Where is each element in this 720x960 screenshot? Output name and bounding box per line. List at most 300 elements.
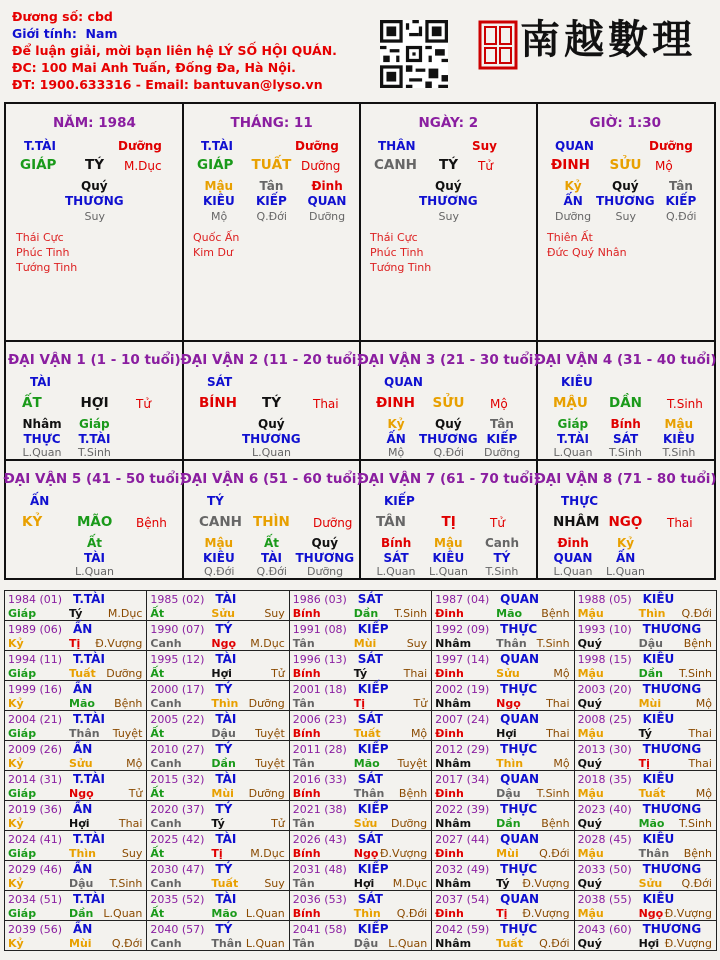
annual-cell (5, 891, 147, 921)
annual-stage: Q.Đới (681, 607, 712, 620)
dai-van-cell (6, 342, 184, 461)
dai-van-cell (180, 342, 363, 461)
annual-stage: Mộ (553, 757, 570, 770)
annual-stem: Đinh (435, 667, 464, 680)
annual-god: T.TÀI (73, 892, 105, 906)
annual-stem: Tân (292, 937, 315, 950)
annual-cell (575, 591, 717, 621)
special-star: Thái Cực (16, 231, 64, 244)
annual-god: TÝ (215, 922, 233, 936)
dai-van-title: ĐẠI VẬN 7 (61 - 70 tuổi) (357, 471, 540, 487)
annual-year: 2036 (53) (292, 893, 347, 906)
annual-god: SÁT (357, 712, 383, 726)
address-line: ĐC: 100 Mai Anh Tuấn, Đống Đa, Hà Nội. (12, 60, 296, 75)
annual-stem: Mậu (577, 667, 604, 680)
dai-van-stage: Thai (313, 397, 339, 411)
special-star: Thiên Ất (547, 231, 593, 244)
annual-branch: Mùi (69, 937, 92, 950)
annual-stage: Bệnh (683, 847, 712, 860)
dai-van-hidden-stage: L.Quan (553, 446, 593, 459)
annual-branch: Thân (69, 727, 100, 740)
qr-code-icon (380, 20, 448, 88)
annual-stage: Thai (688, 757, 712, 770)
annual-cell (290, 921, 432, 951)
annual-branch: Ngọ (638, 907, 664, 920)
annual-god: TÝ (215, 622, 233, 636)
dai-van-hidden-god: SÁT (383, 551, 409, 565)
annual-stage: Bệnh (541, 607, 570, 620)
dai-van-hidden-stage: Dưỡng (307, 565, 344, 578)
annual-row (5, 921, 717, 951)
dai-van-stem: NHÂM (553, 514, 600, 530)
hidden-god: THƯƠNG (65, 194, 124, 208)
annual-branch: Tuất (211, 877, 239, 890)
pillar-branch: TÝ (439, 157, 458, 173)
dai-van-branch: TÝ (262, 395, 281, 411)
pillar-stem: GIÁP (20, 157, 57, 173)
annual-year: 2006 (23) (292, 713, 347, 726)
annual-year: 2003 (20) (577, 683, 632, 696)
hidden-stem: Đinh (311, 179, 343, 193)
dai-van-hidden-god: THƯƠNG (295, 551, 355, 565)
dai-van-hidden-stage: Q.Đới (256, 565, 287, 578)
annual-stem: Mậu (577, 847, 604, 860)
annual-cell (290, 651, 432, 681)
annual-branch: Dần (496, 817, 521, 830)
dai-van-title: ĐẠI VẬN 6 (51 - 60 tuổi) (180, 471, 363, 487)
annual-god: KIẾP (357, 922, 389, 936)
dai-van-hidden-god: TÀI (261, 551, 283, 565)
annual-year: 1992 (09) (435, 623, 490, 636)
annual-stage: Tuyệt (112, 727, 143, 740)
annual-branch: Tị (353, 697, 366, 710)
annual-year: 1991 (08) (292, 623, 347, 636)
dai-van-stage: Mộ (490, 397, 508, 411)
annual-stem: Bính (292, 847, 321, 860)
red-seal-icon (478, 12, 518, 76)
annual-stage: Tử (413, 697, 428, 710)
dai-van-hidden-stem: Nhâm (22, 417, 62, 431)
annual-branch: Tị (211, 847, 223, 860)
contact-line: Để luận giải, mời bạn liên hệ LÝ SỐ HỘI QUÁN. (12, 43, 337, 58)
annual-stage: T.Sinh (536, 637, 570, 650)
special-star: Đức Quý Nhân (547, 246, 627, 259)
dai-van-hidden-stage: Q.Đới (204, 565, 235, 578)
annual-row (5, 771, 717, 801)
annual-stage: M.Dục (250, 847, 285, 860)
annual-stem: Nhâm (435, 757, 472, 770)
annual-cell (575, 921, 717, 951)
hidden-god: KIÊU (203, 194, 235, 208)
annual-stage: M.Dục (107, 607, 143, 620)
hidden-stem: Tân (259, 179, 284, 193)
annual-cell (290, 891, 432, 921)
dai-van-branch: HỢI (80, 395, 109, 411)
annual-stem: Mậu (577, 727, 604, 740)
annual-branch: Tý (638, 727, 652, 740)
annual-cell (147, 921, 289, 951)
annual-cell (290, 741, 432, 771)
dai-van-god: TÀI (30, 375, 52, 389)
annual-year: 2028 (45) (577, 833, 632, 846)
dai-van-hidden-stage: L.Quan (75, 565, 114, 578)
annual-stage: T.Sinh (109, 877, 143, 890)
annual-stem: Giáp (8, 847, 37, 860)
annual-branch: Tuất (638, 787, 666, 800)
hidden-stage: Suy (615, 210, 636, 223)
annual-branch: Sửu (211, 607, 235, 620)
annual-god: QUAN (500, 892, 540, 906)
dai-van-hidden-stem: Mậu (204, 536, 234, 550)
annual-year: 2005 (22) (150, 713, 205, 726)
annual-year: 1997 (14) (435, 653, 490, 666)
gender-label: Giới tính: (12, 26, 77, 41)
annual-cell (290, 711, 432, 741)
annual-cell (290, 591, 432, 621)
annual-year: 2040 (57) (150, 923, 205, 936)
annual-cell (147, 861, 289, 891)
annual-branch: Mão (69, 697, 95, 710)
annual-year: 2011 (28) (292, 743, 347, 756)
dai-van-hidden-stem: Ất (264, 536, 280, 550)
annual-cell (147, 891, 289, 921)
dai-van-cell (357, 461, 540, 580)
annual-branch: Ngọ (353, 847, 379, 860)
annual-branch: Sửu (496, 667, 520, 680)
annual-stage: T.Sinh (679, 817, 712, 830)
pillar-title: NĂM: 1984 (53, 115, 136, 131)
annual-stage: L.Quan (103, 907, 143, 920)
dai-van-god: KIẾP (384, 494, 415, 508)
pillar-stem: ĐINH (551, 157, 590, 173)
pillar-stem-stage: Suy (472, 139, 498, 153)
dai-van-hidden-stem: Kỷ (387, 417, 405, 431)
annual-stem: Giáp (8, 607, 37, 620)
annual-year: 2030 (47) (150, 863, 205, 876)
annual-god: TÀI (215, 652, 237, 666)
annual-year: 2002 (19) (435, 683, 490, 696)
dai-van-hidden-stage: L.Quan (553, 565, 593, 578)
special-star: Tướng Tinh (370, 261, 432, 274)
pillar-stem: GIÁP (197, 157, 234, 173)
dai-van-god: ẤN (30, 494, 50, 508)
hidden-god: QUAN (307, 194, 347, 208)
annual-god: THƯƠNG (642, 742, 702, 756)
pillar-stem-stage: Dưỡng (118, 139, 162, 153)
annual-god: THƯƠNG (642, 922, 702, 936)
dai-van-title: ĐẠI VẬN 5 (41 - 50 tuổi) (3, 471, 186, 487)
dai-van-hidden-god: T.TÀI (557, 432, 589, 446)
annual-cell (5, 621, 147, 651)
annual-cell (575, 711, 717, 741)
hidden-stem: Quý (612, 179, 639, 193)
annual-year: 2008 (25) (577, 713, 632, 726)
annual-cell (575, 621, 717, 651)
annual-god: KIẾP (357, 622, 389, 636)
annual-cell (575, 891, 717, 921)
hidden-stem: Kỷ (564, 179, 582, 193)
pillar-branch: SỬU (609, 157, 642, 173)
annual-god: QUAN (500, 832, 540, 846)
annual-branch: Thìn (353, 907, 381, 920)
annual-branch: Sửu (638, 877, 663, 890)
annual-row (5, 861, 717, 891)
annual-cell (432, 921, 574, 951)
annual-stage: M.Dục (392, 877, 428, 890)
annual-stage: Tử (128, 787, 143, 800)
annual-stage: Q.Đới (111, 937, 143, 950)
special-star: Kim Dư (193, 246, 233, 259)
annual-year: 2018 (35) (577, 773, 632, 786)
annual-branch: Hợi (638, 937, 660, 950)
annual-branch: Tuất (496, 937, 523, 950)
annual-god: SÁT (357, 652, 383, 666)
dai-van-hidden-god: ẤN (386, 432, 406, 446)
annual-year: 1985 (02) (150, 593, 205, 606)
annual-stem: Nhâm (435, 697, 472, 710)
annual-branch: Ngọ (496, 697, 521, 710)
annual-god: THƯƠNG (642, 682, 702, 696)
annual-god: SÁT (357, 592, 383, 606)
annual-stem: Bính (292, 787, 321, 800)
dai-van-hidden-god: THỰC (23, 432, 61, 446)
annual-branch: Thân (638, 847, 670, 860)
annual-year: 1994 (11) (8, 653, 63, 666)
annual-stage: M.Dục (250, 637, 285, 650)
annual-god: T.TÀI (73, 832, 105, 846)
annual-year: 2027 (44) (435, 833, 490, 846)
annual-stage: Đ.Vượng (522, 907, 570, 920)
pillar-stem-stage: Dưỡng (649, 139, 693, 153)
annual-stage: Bệnh (683, 637, 712, 650)
annual-stem: Đinh (435, 907, 464, 920)
annual-stem: Mậu (577, 607, 604, 620)
annual-branch: Dậu (211, 727, 236, 740)
annual-stem: Kỷ (8, 637, 24, 650)
dai-van-hidden-stage: Dưỡng (484, 446, 521, 459)
annual-god: KIÊU (642, 772, 675, 786)
pillar-branch-stage: M.Dục (124, 159, 162, 173)
pillar-branch-stage: Tử (478, 159, 493, 173)
annual-year: 2010 (27) (150, 743, 205, 756)
annual-god: TÀI (215, 832, 237, 846)
annual-cell (432, 651, 574, 681)
annual-stem: Ất (150, 667, 165, 680)
dai-van-cell (180, 461, 363, 580)
annual-branch: Mùi (211, 787, 234, 800)
annual-stem: Quý (577, 637, 602, 650)
annual-cell (290, 621, 432, 651)
annual-god: KIẾP (357, 682, 389, 696)
special-star: Tướng Tinh (16, 261, 78, 274)
annual-stage: Tử (271, 667, 285, 680)
dai-van-hidden-stem: Giáp (557, 417, 589, 431)
annual-cell (575, 681, 717, 711)
annual-stem: Bính (292, 607, 321, 620)
annual-god: QUAN (500, 772, 540, 786)
annual-stage: Dưỡng (391, 817, 428, 830)
hidden-stage: Dưỡng (309, 210, 346, 223)
annual-stem: Đinh (435, 787, 464, 800)
annual-year: 1984 (01) (8, 593, 63, 606)
annual-cell (432, 861, 574, 891)
annual-god: THƯƠNG (642, 802, 702, 816)
annual-cell (575, 741, 717, 771)
annual-row (5, 831, 717, 861)
annual-cell (147, 651, 289, 681)
owner-value: cbd (87, 9, 113, 24)
annual-god: TÀI (215, 772, 237, 786)
annual-stage: Thai (403, 667, 428, 680)
hidden-stem: Quý (81, 179, 108, 193)
annual-god: THỰC (500, 862, 538, 876)
dai-van-cell (357, 342, 540, 461)
annual-god: KIÊU (642, 892, 675, 906)
annual-stage: Bệnh (398, 787, 428, 800)
annual-god: KIẾP (357, 742, 389, 756)
dai-van-stage: Bệnh (136, 516, 167, 530)
annual-branch: Ngọ (69, 787, 94, 800)
dai-van-hidden-stem: Quý (435, 417, 462, 431)
annual-stage: T.Sinh (679, 667, 712, 680)
annual-god: THƯƠNG (642, 622, 702, 636)
dai-van-hidden-stage: Mộ (388, 446, 405, 459)
pillar-stem-god: T.TÀI (24, 139, 56, 153)
annual-branch: Thân (496, 637, 527, 650)
annual-stem: Đinh (435, 727, 464, 740)
annual-year: 2007 (24) (435, 713, 490, 726)
dai-van-hidden-god: THƯƠNG (242, 432, 301, 446)
annual-year: 2042 (59) (435, 923, 490, 936)
dai-van-stage: Dưỡng (313, 516, 353, 530)
annual-stage: Q.Đới (681, 877, 712, 890)
dai-van-hidden-stem: Bính (381, 536, 412, 550)
dai-van-hidden-god: QUAN (553, 551, 593, 565)
dai-van-hidden-god: T.TÀI (78, 432, 111, 446)
annual-cell (432, 771, 574, 801)
hidden-stage: Suy (438, 210, 459, 223)
annual-branch: Tị (638, 757, 650, 770)
annual-stem: Nhâm (435, 817, 472, 830)
special-star: Thái Cực (370, 231, 418, 244)
annual-branch: Mùi (496, 847, 519, 860)
annual-stem: Mậu (577, 787, 604, 800)
hidden-stage: Q.Đới (256, 210, 287, 223)
dai-van-hidden-stage: L.Quan (606, 565, 645, 578)
dai-van-hidden-stem: Mậu (434, 536, 463, 550)
annual-cell (432, 831, 574, 861)
annual-god: ẤN (73, 622, 93, 636)
dai-van-stem: KỶ (22, 514, 43, 530)
hidden-stem: Tân (669, 179, 693, 193)
annual-branch: Sửu (69, 757, 93, 770)
annual-stage: Mộ (553, 667, 570, 680)
dai-van-stem: MẬU (553, 395, 588, 411)
annual-year: 2025 (42) (150, 833, 205, 846)
annual-branch: Thìn (496, 757, 524, 770)
annual-stem: Nhâm (435, 637, 472, 650)
dai-van-hidden-stem: Tân (490, 417, 514, 431)
annual-cell (147, 681, 289, 711)
dai-van-stage: Tử (490, 516, 505, 530)
annual-cell (5, 921, 147, 951)
annual-cell (5, 861, 147, 891)
annual-stem: Đinh (435, 607, 464, 620)
annual-stage: Thai (546, 697, 570, 710)
annual-year: 2037 (54) (435, 893, 490, 906)
hidden-god: THƯƠNG (419, 194, 478, 208)
annual-year: 1998 (15) (577, 653, 632, 666)
annual-cell (290, 861, 432, 891)
annual-stage: Suy (264, 607, 285, 620)
dai-van-hidden-god: TÝ (493, 551, 511, 565)
annual-god: QUAN (500, 592, 540, 606)
annual-year: 2015 (32) (150, 773, 205, 786)
dai-van-stem: TÂN (376, 514, 406, 530)
annual-year: 1996 (13) (292, 653, 347, 666)
annual-stage: Mộ (126, 757, 143, 770)
dai-van-hidden-stage: T.Sinh (485, 565, 519, 578)
dai-van-hidden-god: KIẾP (486, 432, 518, 446)
annual-stem: Quý (577, 937, 602, 950)
annual-stem: Giáp (8, 787, 37, 800)
hidden-stage: Dưỡng (555, 210, 592, 223)
annual-stem: Giáp (8, 907, 37, 920)
annual-stage: Q.Đới (539, 847, 570, 860)
annual-year: 1988 (05) (577, 593, 632, 606)
annual-row (5, 681, 717, 711)
annual-branch: Sửu (353, 817, 378, 830)
annual-cell (5, 651, 147, 681)
annual-stage: Tuyệt (255, 727, 285, 740)
annual-stem: Mậu (577, 907, 604, 920)
hidden-stem: Mậu (204, 179, 234, 193)
dai-van-title: ĐẠI VẬN 8 (71 - 80 tuổi) (534, 471, 717, 487)
dai-van-hidden-stem: Mậu (664, 417, 694, 431)
annual-year: 2041 (58) (292, 923, 347, 936)
annual-year: 2034 (51) (8, 893, 63, 906)
annual-cell (5, 831, 147, 861)
annual-cell (147, 741, 289, 771)
annual-stage: Dưỡng (248, 787, 285, 800)
annual-branch: Hợi (211, 667, 232, 680)
annual-god: TÝ (215, 682, 233, 696)
annual-god: ẤN (73, 742, 93, 756)
annual-stage: Dưỡng (106, 667, 143, 680)
dai-van-hidden-stage: T.Sinh (609, 446, 642, 459)
hidden-stage: Q.Đới (666, 210, 697, 223)
dai-van-stem: BÍNH (199, 395, 237, 411)
annual-cell (575, 651, 717, 681)
annual-cell (575, 861, 717, 891)
annual-god: SÁT (357, 772, 383, 786)
annual-stage: Suy (406, 637, 428, 650)
annual-branch: Dậu (496, 787, 521, 800)
annual-cell (147, 831, 289, 861)
annual-branch: Dần (638, 667, 663, 680)
annual-cell (290, 681, 432, 711)
annual-god: THỰC (500, 682, 538, 696)
dai-van-hidden-stem: Quý (258, 417, 285, 431)
annual-stem: Tân (292, 817, 315, 830)
annual-branch: Dần (353, 607, 379, 620)
annual-cell (147, 591, 289, 621)
dai-van-stage: T.Sinh (667, 397, 703, 411)
annual-year: 2031 (48) (292, 863, 347, 876)
annual-stem: Tân (292, 637, 315, 650)
dai-van-hidden-stem: Canh (485, 536, 519, 550)
annual-branch: Thân (353, 787, 385, 800)
